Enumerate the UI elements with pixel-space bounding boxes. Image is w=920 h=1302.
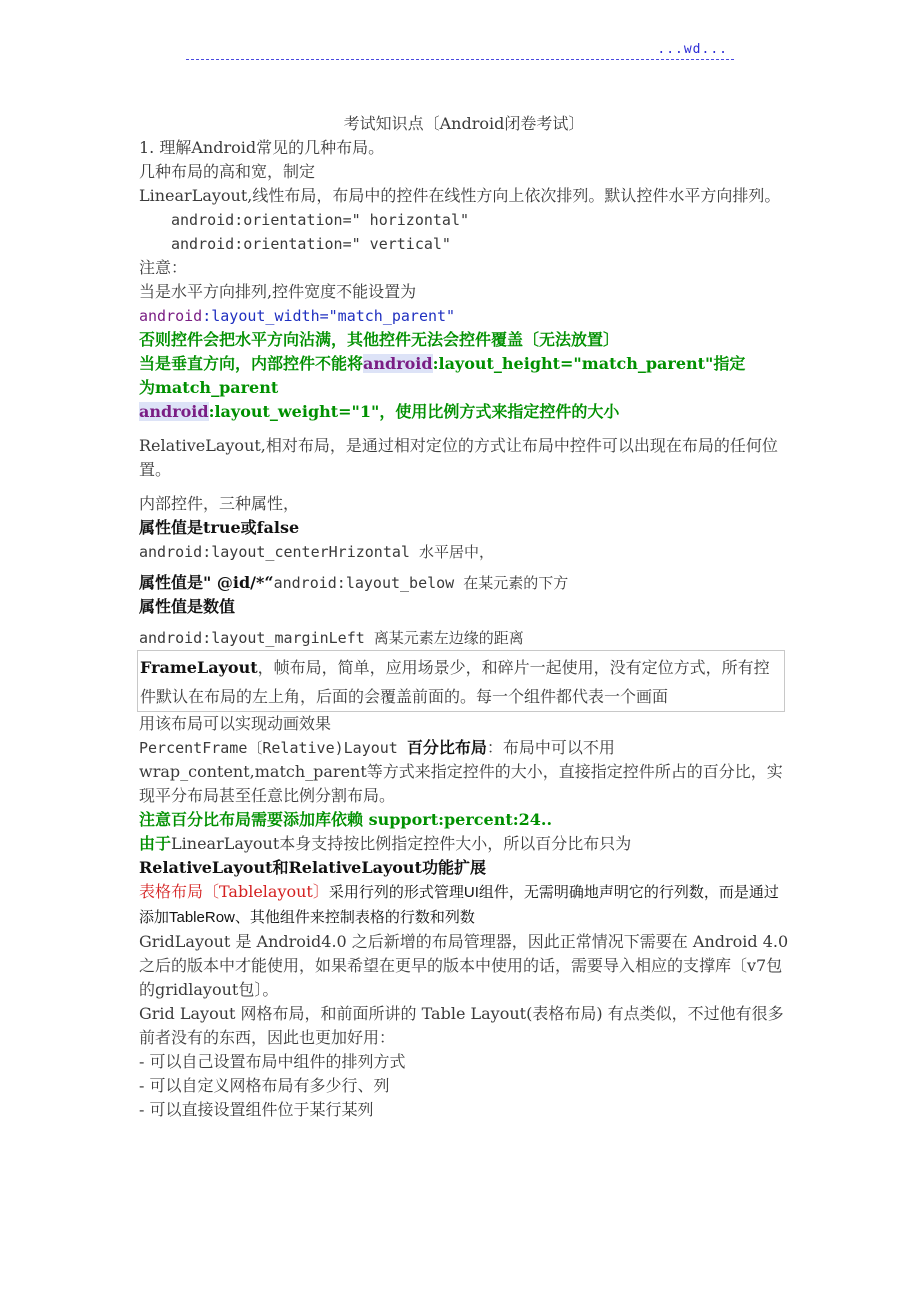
frame-animation: 用该布局可以实现动画效果 bbox=[139, 714, 332, 733]
id-line bbox=[139, 571, 789, 595]
percent-desc-block bbox=[139, 736, 789, 808]
note-vertical-attr: :layout_height="match_parent"指定 bbox=[432, 354, 746, 373]
orientation-vertical: android:orientation=" vertical" bbox=[171, 235, 451, 253]
why-c: 本身支持按比例指定控件大小，所以百分比布只为 bbox=[279, 834, 632, 853]
attr-namespace: android bbox=[139, 307, 203, 325]
table-layout-block bbox=[139, 880, 789, 930]
note-vertical bbox=[139, 352, 789, 376]
percent-why-line bbox=[139, 832, 789, 856]
num-example: android:layout_marginLeft 离某元素左边缘的距离 bbox=[139, 629, 524, 647]
bool-label: 属性值是true或false bbox=[139, 518, 300, 537]
weight-namespace: android bbox=[139, 402, 209, 421]
grid-desc-2: Grid Layout 网格布局，和前面所讲的 Table Layout(表格布局) 有点类似，不过他有很多前者没有的东西，因此也更加好用： bbox=[139, 1004, 784, 1047]
why-a: 由于 bbox=[139, 834, 172, 853]
percent-dependency: 注意百分比布局需要添加库依赖 support:percent:24.. bbox=[139, 810, 553, 829]
layout-width-attr bbox=[139, 304, 789, 328]
document-body bbox=[139, 112, 789, 1122]
percent-why-cont: RelativeLayout和RelativeLayout功能扩展 bbox=[139, 858, 486, 877]
header-dashed-rule bbox=[186, 59, 734, 60]
section-heading: 1. 理解Android常见的几种布局。 bbox=[139, 138, 385, 157]
relative-layout-desc: RelativeLayout,相对布局，是通过相对定位的方式让布局中控件可以出现在布局的任何位置。 bbox=[139, 436, 778, 479]
frame-desc: ，帧布局，简单，应用场景少，和碎片一起使用，没有定位方式，所有控件默认在布局的左上角，后面的会覆盖前面的。每一个组件都代表一个画面 bbox=[140, 658, 770, 706]
note-vertical-namespace: android bbox=[363, 354, 433, 373]
list-item: - 可以自己设置布局中组件的排列方式 bbox=[139, 1052, 406, 1071]
linear-layout-desc: LinearLayout,线性布局，布局中的控件在线性方向上依次排列。默认控件水平方向排列。 bbox=[139, 186, 781, 205]
orientation-horizontal: android:orientation=" horizontal" bbox=[171, 211, 470, 229]
section-subheading: 几种布局的高和宽，制定 bbox=[139, 162, 316, 181]
page-header bbox=[186, 42, 734, 62]
relative-inner: 内部控件，三种属性， bbox=[139, 494, 300, 513]
attr-rest: :layout_width="match_parent" bbox=[202, 307, 456, 325]
percent-name: PercentFrame〔Relative)Layout bbox=[139, 739, 407, 757]
why-b: LinearLayout bbox=[171, 834, 280, 853]
table-desc: 采用行列的形式管理UI组件，无需明确地声明它的行列数，而是通过添加TableRow、其他组件来控制表格的行数和列数 bbox=[139, 884, 779, 926]
percent-desc: ：布局中可以不用wrap_content,match_parent等方式来指定控件的大小，直接指定控件所占的百分比，实现平分布局甚至任意比例分割布局。 bbox=[139, 738, 783, 805]
layout-weight-line bbox=[139, 400, 789, 424]
note-width: 当是水平方向排列,控件宽度不能设置为 bbox=[139, 282, 417, 301]
num-label: 属性值是数值 bbox=[139, 597, 236, 616]
weight-rest: :layout_weight="1"，使用比例方式来指定控件的大小 bbox=[208, 402, 620, 421]
id-example: android:layout_below 在某元素的下方 bbox=[273, 574, 569, 592]
table-label: 表格布局〔Tablelayout〕 bbox=[139, 882, 329, 901]
frame-name: FrameLayout bbox=[140, 658, 258, 677]
list-item: - 可以自定义网格布局有多少行、列 bbox=[139, 1076, 390, 1095]
list-item: - 可以直接设置组件位于某行某列 bbox=[139, 1100, 374, 1119]
note-overflow: 否则控件会把水平方向沾满，其他控件无法会控件覆盖〔无法放置〕 bbox=[139, 330, 620, 349]
page-title: 考试知识点〔Android闭卷考试〕 bbox=[343, 114, 585, 133]
percent-label: 百分比布局 bbox=[406, 738, 487, 757]
note-label: 注意： bbox=[139, 258, 188, 277]
frame-layout-box bbox=[137, 650, 785, 712]
grid-desc-1: GridLayout 是 Android4.0 之后新增的布局管理器，因此正常情况下需要在 Android 4.0 之后的版本中才能使用，如果希望在更早的版本中使用的话，需要导入相应的支撑库〔v7包的gridlayout包〕。 bbox=[139, 932, 789, 999]
note-vertical-text: 当是垂直方向，内部控件不能将 bbox=[139, 354, 364, 373]
id-label: 属性值是" @id/*“ bbox=[139, 573, 274, 592]
note-vertical-cont: 为match_parent bbox=[139, 378, 279, 397]
bool-example: android:layout_centerHrizontal 水平居中， bbox=[139, 543, 494, 561]
header-mark: ...wd... bbox=[657, 42, 728, 57]
